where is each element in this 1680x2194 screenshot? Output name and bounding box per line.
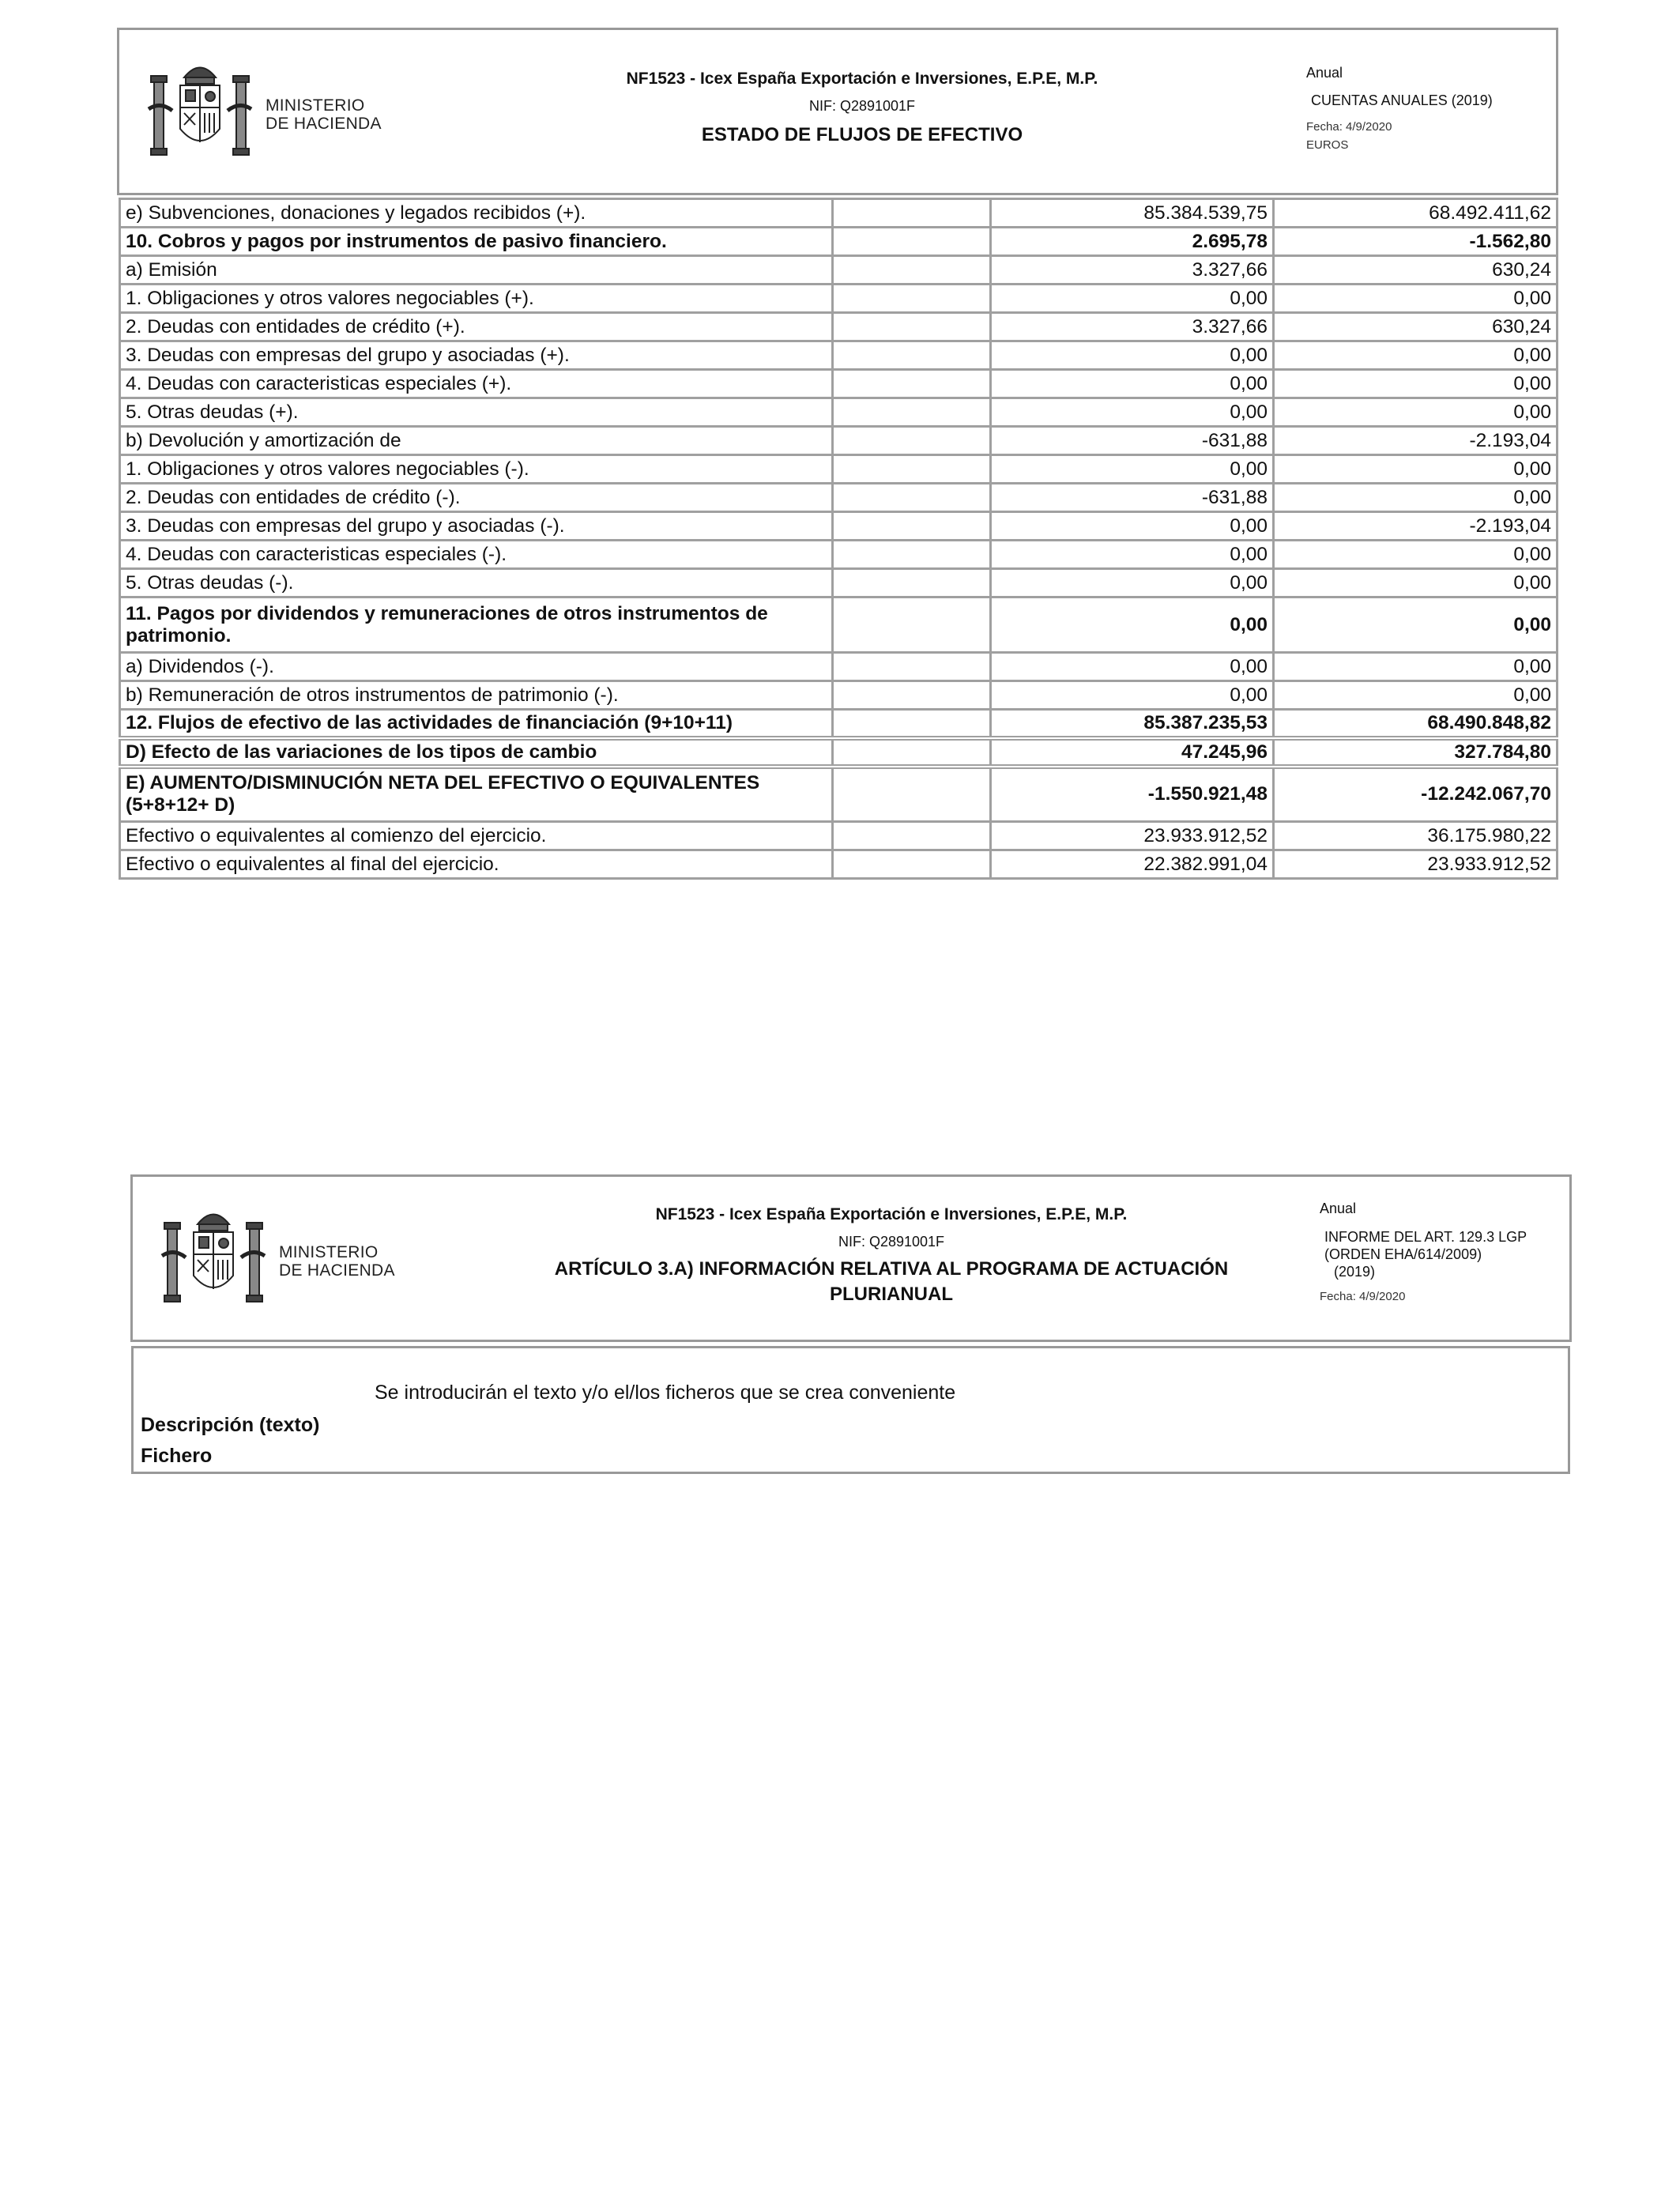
table-row (120, 653, 1558, 681)
value-current-year: 0,00 (991, 285, 1274, 313)
row-note (833, 455, 991, 484)
document-type: CUENTAS ANUALES (2019) (1311, 92, 1493, 108)
nif: NIF: Q2891001F (838, 1234, 945, 1250)
ministry-name (279, 1243, 395, 1280)
value-current-year: 3.327,66 (991, 313, 1274, 341)
row-label: a) Dividendos (-). (120, 653, 833, 681)
row-note (833, 541, 991, 569)
report-header (117, 28, 1558, 195)
value-previous-year: 23.933.912,52 (1274, 850, 1558, 879)
row-note (833, 512, 991, 541)
table-row (120, 228, 1558, 256)
cash-flow-table (119, 198, 1558, 880)
value-previous-year: 0,00 (1274, 398, 1558, 427)
document-type-line-2: (ORDEN EHA/614/2009) (1324, 1246, 1482, 1262)
table-row (120, 850, 1558, 879)
row-note (833, 822, 991, 850)
value-current-year: 0,00 (991, 541, 1274, 569)
row-note (833, 850, 991, 879)
report-date: Fecha: 4/9/2020 (1306, 120, 1392, 134)
value-previous-year: -12.242.067,70 (1274, 767, 1558, 822)
value-previous-year: -2.193,04 (1274, 427, 1558, 455)
row-label: Efectivo o equivalentes al comienzo del ejercicio. (120, 822, 833, 850)
row-note (833, 738, 991, 767)
value-previous-year: -1.562,80 (1274, 228, 1558, 256)
row-label: b) Remuneración de otros instrumentos de patrimonio (-). (120, 681, 833, 710)
row-note (833, 427, 991, 455)
ministry-line-2: DE HACIENDA (266, 115, 382, 133)
ministry-line-1: MINISTERIO (266, 96, 365, 115)
row-note (833, 341, 991, 370)
row-label: e) Subvenciones, donaciones y legados recibidos (+). (120, 199, 833, 228)
table-row (120, 398, 1558, 427)
periodicity: Anual (1306, 65, 1343, 81)
description-text-label: Descripción (texto) (141, 1414, 320, 1436)
row-label: 3. Deudas con empresas del grupo y asociadas (-). (120, 512, 833, 541)
row-note (833, 313, 991, 341)
nif: NIF: Q2891001F (808, 98, 916, 114)
value-previous-year: -2.193,04 (1274, 512, 1558, 541)
value-current-year: 0,00 (991, 512, 1274, 541)
value-previous-year: 630,24 (1274, 256, 1558, 285)
value-previous-year: 0,00 (1274, 541, 1558, 569)
table-row (120, 370, 1558, 398)
spanish-coat-of-arms-icon (158, 1201, 269, 1319)
value-previous-year: 0,00 (1274, 598, 1558, 653)
value-current-year: -631,88 (991, 427, 1274, 455)
row-note (833, 484, 991, 512)
row-label: 10. Cobros y pagos por instrumentos de pasivo financiero. (120, 228, 833, 256)
document-type-line-1: INFORME DEL ART. 129.3 LGP (1324, 1229, 1527, 1245)
table-row (120, 710, 1558, 738)
row-label: 2. Deudas con entidades de crédito (-). (120, 484, 833, 512)
table-row (120, 822, 1558, 850)
value-previous-year: 0,00 (1274, 341, 1558, 370)
value-previous-year: 0,00 (1274, 370, 1558, 398)
value-current-year: 23.933.912,52 (991, 822, 1274, 850)
document-type-line-3: (2019) (1334, 1264, 1376, 1280)
row-note (833, 285, 991, 313)
periodicity: Anual (1320, 1201, 1357, 1216)
row-label: 4. Deudas con caracteristicas especiales (-). (120, 541, 833, 569)
value-current-year: 3.327,66 (991, 256, 1274, 285)
row-label: Efectivo o equivalentes al final del ejercicio. (120, 850, 833, 879)
row-note (833, 398, 991, 427)
row-label: 5. Otras deudas (-). (120, 569, 833, 598)
value-previous-year: 0,00 (1274, 569, 1558, 598)
file-label: Fichero (141, 1445, 213, 1467)
table-row (120, 569, 1558, 598)
table-row (120, 427, 1558, 455)
value-current-year: 0,00 (991, 681, 1274, 710)
row-note (833, 370, 991, 398)
value-previous-year: 68.492.411,62 (1274, 199, 1558, 228)
row-label: 11. Pagos por dividendos y remuneraciones de otros instrumentos de patrimonio. (120, 598, 833, 653)
row-note (833, 228, 991, 256)
row-note (833, 199, 991, 228)
value-current-year: 0,00 (991, 341, 1274, 370)
table-row (120, 681, 1558, 710)
table-row (120, 484, 1558, 512)
value-current-year: -631,88 (991, 484, 1274, 512)
table-row (120, 313, 1558, 341)
value-current-year: 0,00 (991, 569, 1274, 598)
value-current-year: 2.695,78 (991, 228, 1274, 256)
row-label: 5. Otras deudas (+). (120, 398, 833, 427)
value-current-year: 22.382.991,04 (991, 850, 1274, 879)
row-label: a) Emisión (120, 256, 833, 285)
row-note (833, 767, 991, 822)
value-previous-year: 68.490.848,82 (1274, 710, 1558, 738)
value-previous-year: 36.175.980,22 (1274, 822, 1558, 850)
organization-name: NF1523 - Icex España Exportación e Inversiones, E.P.E, M.P. (655, 1205, 1128, 1223)
row-label: D) Efecto de las variaciones de los tipos de cambio (120, 738, 833, 767)
value-current-year: 47.245,96 (991, 738, 1274, 767)
ministry-name (266, 96, 382, 133)
value-current-year: 0,00 (991, 455, 1274, 484)
spanish-coat-of-arms-icon (145, 54, 255, 172)
description-section (131, 1346, 1570, 1474)
value-current-year: 0,00 (991, 398, 1274, 427)
row-note (833, 569, 991, 598)
page-title: ARTÍCULO 3.A) INFORMACIÓN RELATIVA AL PROGRAMA DE ACTUACIÓN PLURIANUAL (554, 1258, 1229, 1305)
value-previous-year: 0,00 (1274, 681, 1558, 710)
row-label: 2. Deudas con entidades de crédito (+). (120, 313, 833, 341)
row-label: 3. Deudas con empresas del grupo y asociadas (+). (120, 341, 833, 370)
value-current-year: 85.387.235,53 (991, 710, 1274, 738)
table-row (120, 285, 1558, 313)
row-note (833, 681, 991, 710)
table-row (120, 256, 1558, 285)
row-note (833, 256, 991, 285)
value-current-year: 0,00 (991, 370, 1274, 398)
description-note: Se introducirán el texto y/o el/los ficheros que se crea conveniente (375, 1382, 956, 1404)
value-current-year: 0,00 (991, 653, 1274, 681)
value-previous-year: 0,00 (1274, 455, 1558, 484)
document-type (1324, 1228, 1527, 1280)
table-row (120, 541, 1558, 569)
table-row (120, 455, 1558, 484)
currency: EUROS (1306, 138, 1349, 152)
ministry-line-1: MINISTERIO (279, 1243, 379, 1261)
table-row (120, 767, 1558, 822)
table-row (120, 738, 1558, 767)
row-label: b) Devolución y amortización de (120, 427, 833, 455)
row-note (833, 710, 991, 738)
value-current-year: 85.384.539,75 (991, 199, 1274, 228)
value-previous-year: 0,00 (1274, 653, 1558, 681)
ministry-line-2: DE HACIENDA (279, 1261, 395, 1280)
value-current-year: 0,00 (991, 598, 1274, 653)
row-label: 4. Deudas con caracteristicas especiales (+). (120, 370, 833, 398)
table-row (120, 199, 1558, 228)
row-note (833, 653, 991, 681)
row-label: E) AUMENTO/DISMINUCIÓN NETA DEL EFECTIVO O EQUIVALENTES (5+8+12+ D) (120, 767, 833, 822)
report-date: Fecha: 4/9/2020 (1320, 1290, 1406, 1303)
page-title: ESTADO DE FLUJOS DE EFECTIVO (701, 124, 1023, 145)
report-header-2 (130, 1174, 1572, 1342)
table-row (120, 341, 1558, 370)
row-note (833, 598, 991, 653)
row-label: 1. Obligaciones y otros valores negociables (+). (120, 285, 833, 313)
value-previous-year: 327.784,80 (1274, 738, 1558, 767)
value-previous-year: 0,00 (1274, 285, 1558, 313)
value-previous-year: 630,24 (1274, 313, 1558, 341)
value-previous-year: 0,00 (1274, 484, 1558, 512)
row-label: 12. Flujos de efectivo de las actividades de financiación (9+10+11) (120, 710, 833, 738)
organization-name: NF1523 - Icex España Exportación e Inversiones, E.P.E, M.P. (626, 70, 1098, 88)
row-label: 1. Obligaciones y otros valores negociables (-). (120, 455, 833, 484)
table-row (120, 598, 1558, 653)
value-current-year: -1.550.921,48 (991, 767, 1274, 822)
table-row (120, 512, 1558, 541)
